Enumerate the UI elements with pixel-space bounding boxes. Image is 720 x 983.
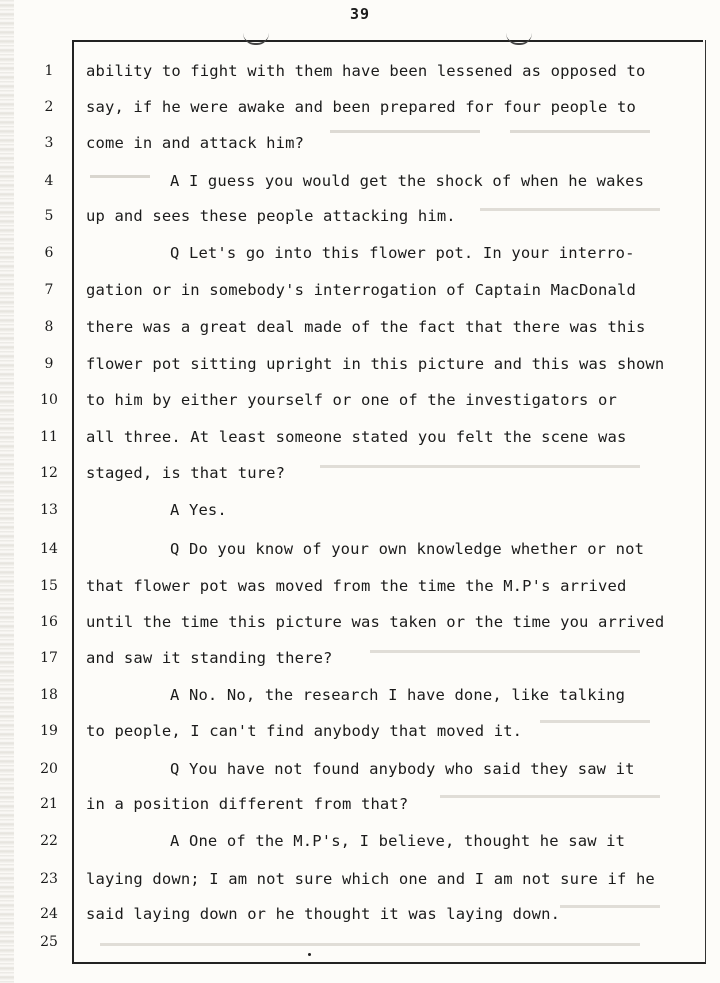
line-number: 13 bbox=[40, 502, 58, 518]
transcript-line bbox=[0, 242, 720, 266]
line-number: 8 bbox=[44, 319, 54, 335]
line-text: and saw it standing there? bbox=[86, 649, 333, 667]
line-number: 14 bbox=[40, 541, 58, 557]
transcript-line bbox=[0, 96, 720, 120]
line-number: 15 bbox=[40, 578, 58, 594]
transcript-line bbox=[0, 60, 720, 84]
line-text: say, if he were awake and been prepared for four people to bbox=[86, 98, 636, 116]
transcript-line bbox=[0, 279, 720, 303]
transcript-line bbox=[0, 538, 720, 562]
line-number: 10 bbox=[40, 392, 58, 408]
line-number: 18 bbox=[40, 687, 58, 703]
transcript-line bbox=[0, 205, 720, 229]
transcript-line bbox=[0, 353, 720, 377]
line-text: gation or in somebody's interrogation of Captain MacDonald bbox=[86, 281, 636, 299]
line-text: A Yes. bbox=[170, 501, 227, 519]
line-text: Q Let's go into this flower pot. In your interro- bbox=[170, 244, 635, 262]
line-number: 23 bbox=[40, 871, 58, 887]
line-number: 9 bbox=[44, 356, 54, 372]
line-text: in a position different from that? bbox=[86, 795, 409, 813]
line-text: flower pot sitting upright in this picture and this was shown bbox=[86, 355, 665, 373]
page-number: 39 bbox=[349, 5, 371, 23]
line-text: until the time this picture was taken or the time you arrived bbox=[86, 613, 665, 631]
transcript-line bbox=[0, 132, 720, 156]
line-text: that flower pot was moved from the time the M.P's arrived bbox=[86, 577, 627, 595]
line-number: 1 bbox=[44, 63, 54, 79]
line-number: 21 bbox=[40, 796, 58, 812]
line-number: 2 bbox=[44, 99, 54, 115]
line-number: 22 bbox=[40, 833, 58, 849]
line-text: said laying down or he thought it was laying down. bbox=[86, 905, 561, 923]
transcript-line bbox=[0, 499, 720, 523]
transcript-line bbox=[0, 868, 720, 892]
transcript-line bbox=[0, 793, 720, 817]
line-text: Q You have not found anybody who said they saw it bbox=[170, 760, 635, 778]
transcript-line bbox=[0, 462, 720, 486]
transcript-line bbox=[0, 170, 720, 194]
line-text: come in and attack him? bbox=[86, 134, 305, 152]
transcript-line bbox=[0, 720, 720, 744]
line-number: 6 bbox=[44, 245, 54, 261]
transcript-line bbox=[0, 931, 720, 955]
line-number: 5 bbox=[44, 208, 54, 224]
transcript-frame-top bbox=[72, 40, 703, 42]
line-text: staged, is that ture? bbox=[86, 464, 286, 482]
line-text: A No. No, the research I have done, like talking bbox=[170, 686, 626, 704]
transcript-line bbox=[0, 903, 720, 927]
transcript-line bbox=[0, 389, 720, 413]
line-text: laying down; I am not sure which one and I am not sure if he bbox=[86, 870, 655, 888]
transcript-line bbox=[0, 830, 720, 854]
transcript-line bbox=[0, 647, 720, 671]
line-text: there was a great deal made of the fact that there was this bbox=[86, 318, 646, 336]
line-number: 3 bbox=[44, 135, 54, 151]
transcript-line bbox=[0, 426, 720, 450]
ink-speck bbox=[308, 953, 311, 956]
line-number: 20 bbox=[40, 761, 58, 777]
transcript-line bbox=[0, 316, 720, 340]
line-number: 11 bbox=[40, 429, 58, 445]
line-text: ability to fight with them have been lessened as opposed to bbox=[86, 62, 646, 80]
line-number: 17 bbox=[40, 650, 58, 666]
line-text: to him by either yourself or one of the investigators or bbox=[86, 391, 617, 409]
line-number: 7 bbox=[44, 282, 54, 298]
transcript-line bbox=[0, 611, 720, 635]
line-text: up and sees these people attacking him. bbox=[86, 207, 456, 225]
transcript-line bbox=[0, 758, 720, 782]
line-number: 16 bbox=[40, 614, 58, 630]
line-number: 4 bbox=[44, 173, 54, 189]
transcript-line bbox=[0, 575, 720, 599]
line-number: 25 bbox=[40, 934, 58, 950]
line-number: 24 bbox=[40, 906, 58, 922]
line-text: A I guess you would get the shock of when he wakes bbox=[170, 172, 645, 190]
line-text: all three. At least someone stated you felt the scene was bbox=[86, 428, 627, 446]
line-number: 12 bbox=[40, 465, 58, 481]
line-text: to people, I can't find anybody that moved it. bbox=[86, 722, 523, 740]
transcript-line bbox=[0, 684, 720, 708]
line-number: 19 bbox=[40, 723, 58, 739]
line-text: Q Do you know of your own knowledge whether or not bbox=[170, 540, 645, 558]
line-text: A One of the M.P's, I believe, thought he saw it bbox=[170, 832, 626, 850]
